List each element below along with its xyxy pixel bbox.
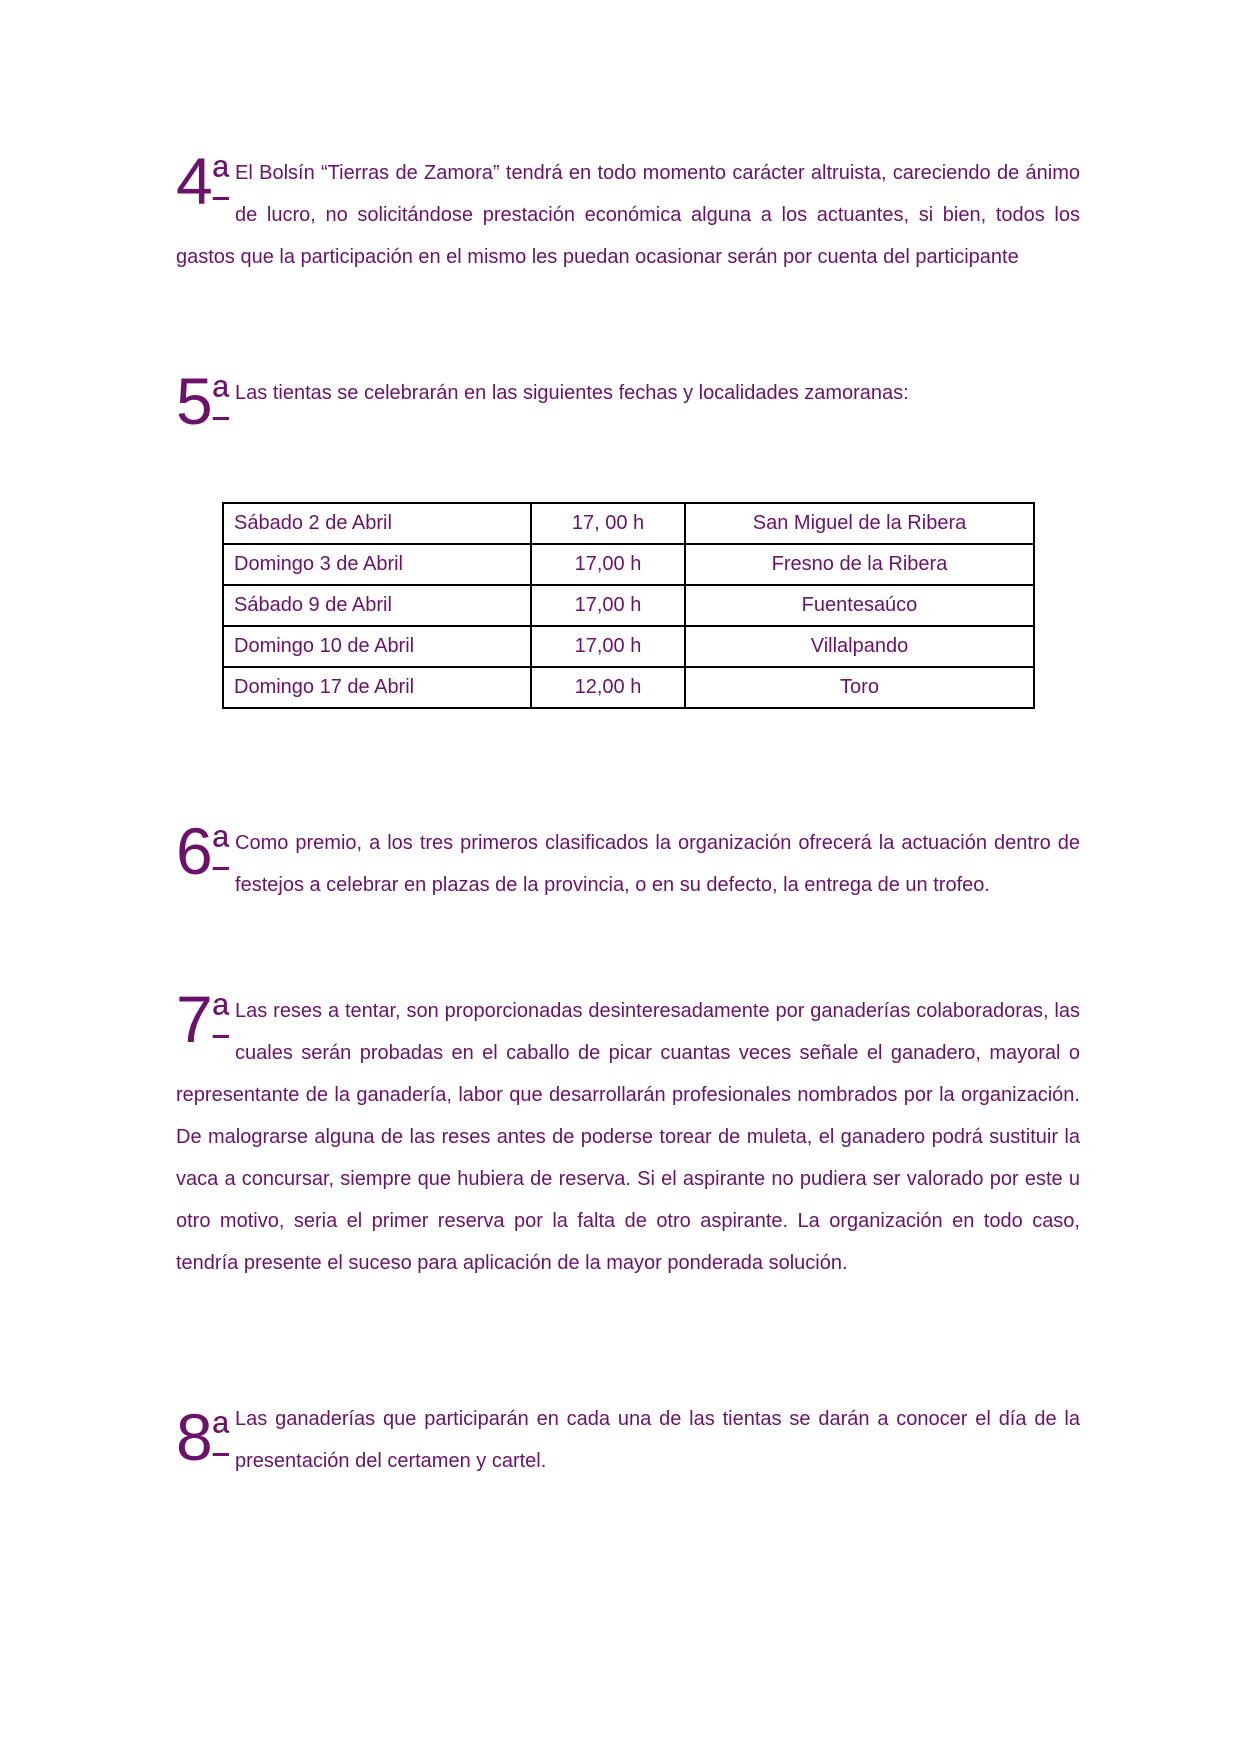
place-cell: Toro <box>685 667 1034 708</box>
date-cell: Sábado 9 de Abril <box>223 585 531 626</box>
time-cell: 17,00 h <box>531 544 685 585</box>
table-row <box>223 585 1034 626</box>
time-cell: 17,00 h <box>531 626 685 667</box>
date-cell: Sábado 2 de Abril <box>223 503 531 544</box>
table-row <box>223 503 1034 544</box>
clause-6 <box>176 814 1080 906</box>
table-row <box>223 626 1034 667</box>
date-cell: Domingo 17 de Abril <box>223 667 531 708</box>
clause-4 <box>176 144 1080 278</box>
clause-number: $7^ª$ <box>176 982 230 1056</box>
clause-text: Como premio, a los tres primeros clasificados la organización ofrecerá la actuación dentro de festejos a celebrar en plazas de la provincia, o en su defecto, la entrega de un trofeo. <box>235 832 1080 896</box>
date-cell: Domingo 10 de Abril <box>223 626 531 667</box>
place-cell: Fuentesaúco <box>685 585 1034 626</box>
table-row <box>223 667 1034 708</box>
clause-text: El Bolsín “Tierras de Zamora” tendrá en todo momento carácter altruista, careciendo de ánimo de lucro, no solicitándose prestación económica alguna a los actuantes, si bien, todos los gastos que la participación en el mismo les puedan ocasionar serán por cuenta del participante <box>176 162 1080 268</box>
place-cell: Villalpando <box>685 626 1034 667</box>
time-cell: 17, 00 h <box>531 503 685 544</box>
table-row <box>223 544 1034 585</box>
schedule-table <box>222 502 1035 709</box>
clause-number: $4^ª$ <box>176 144 230 218</box>
place-cell: Fresno de la Ribera <box>685 544 1034 585</box>
clause-text: Las tientas se celebrarán en las siguientes fechas y localidades zamoranas: <box>235 382 909 404</box>
time-cell: 12,00 h <box>531 667 685 708</box>
clause-number: $8^ª$ <box>176 1400 230 1474</box>
clause-number: $6^ª$ <box>176 814 230 888</box>
date-cell: Domingo 3 de Abril <box>223 544 531 585</box>
clause-text: Las reses a tentar, son proporcionadas desinteresadamente por ganaderías colaboradoras, las cuales serán probadas en el caballo de picar cuantas veces señale el ganadero, mayoral o representante de la ganadería, labor que desarrollarán profesionales nombrados por la organización. De malograrse alguna de las reses antes de poderse torear de muleta, el ganadero podrá sustituir la vaca a concursar, siempre que hubiera de reserva. Si el aspirante no pudiera ser valorado por este u otro motivo, seria el primer reserva por la falta de otro aspirante. La organización en todo caso, tendría presente el suceso para aplicación de la mayor ponderada solución. <box>176 1000 1080 1274</box>
clause-text: Las ganaderías que participarán en cada una de las tientas se darán a conocer el día de la presentación del certamen y cartel. <box>235 1408 1080 1472</box>
clause-number: $5^ª$ <box>176 364 230 438</box>
clause-5 <box>176 364 1080 438</box>
time-cell: 17,00 h <box>531 585 685 626</box>
clause-8 <box>176 1398 1080 1482</box>
clause-7 <box>176 982 1080 1284</box>
place-cell: San Miguel de la Ribera <box>685 503 1034 544</box>
